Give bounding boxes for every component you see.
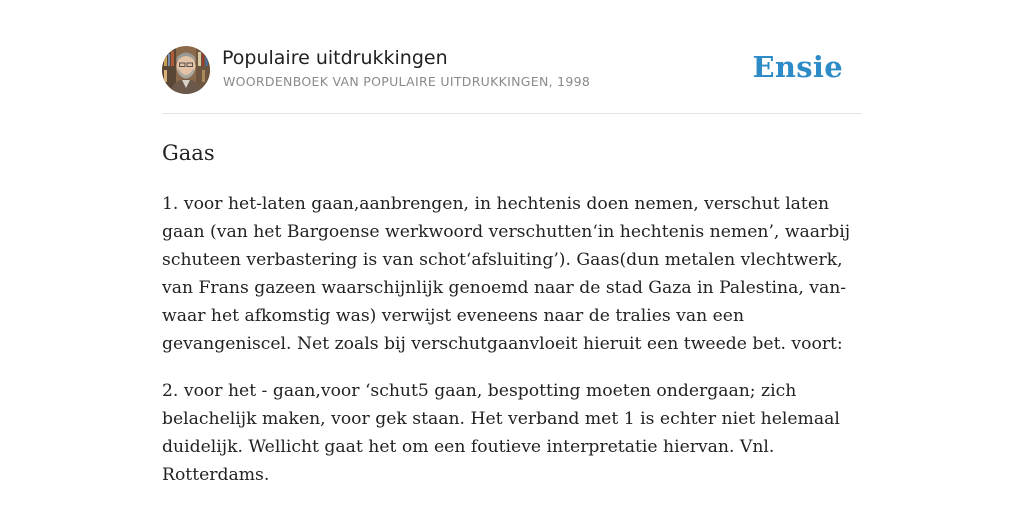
author-portrait-image — [162, 46, 210, 94]
entry-card — [162, 0, 862, 512]
ensie-logo[interactable]: Ensie — [752, 50, 843, 84]
source-subtitle: WOORDENBOEK VAN POPULAIRE UITDRUKKINGEN, 1998 — [223, 74, 591, 89]
entry-definition — [162, 190, 862, 508]
header-divider — [162, 113, 862, 114]
definition-paragraph: 1. voor het-laten gaan,aanbrengen, in hechtenis doen nemen, verschut laten gaan (van het Bargoense werkwoord verschutten‘in hechtenis nemen’, waarbij schuteen verbastering is van schot‘afsluiting’). Gaas(dun metalen vlechtwerk, van Frans gazeen waarschijnlijk genoemd naar de stad Gaza in Palestina, van-waar het afkomstig was) verwijst eveneens naar de tralies van een gevangeniscel. Net zoals bij verschutgaanvloeit hieruit een tweede bet. voort: — [162, 194, 851, 354]
author-avatar[interactable] — [162, 46, 210, 94]
definition-paragraph: 2. voor het - gaan,voor ‘schut5 gaan, bespotting moeten ondergaan; zich belachelijk maken, voor gek staan. Het verband met 1 is echter niet helemaal duidelijk. Wellicht gaat het om een foutieve interpretatie hiervan. Vnl. Rotterdams. — [162, 381, 840, 485]
entry-term: Gaas — [162, 141, 215, 165]
source-header — [162, 46, 862, 96]
source-title[interactable]: Populaire uitdrukkingen — [222, 47, 448, 69]
